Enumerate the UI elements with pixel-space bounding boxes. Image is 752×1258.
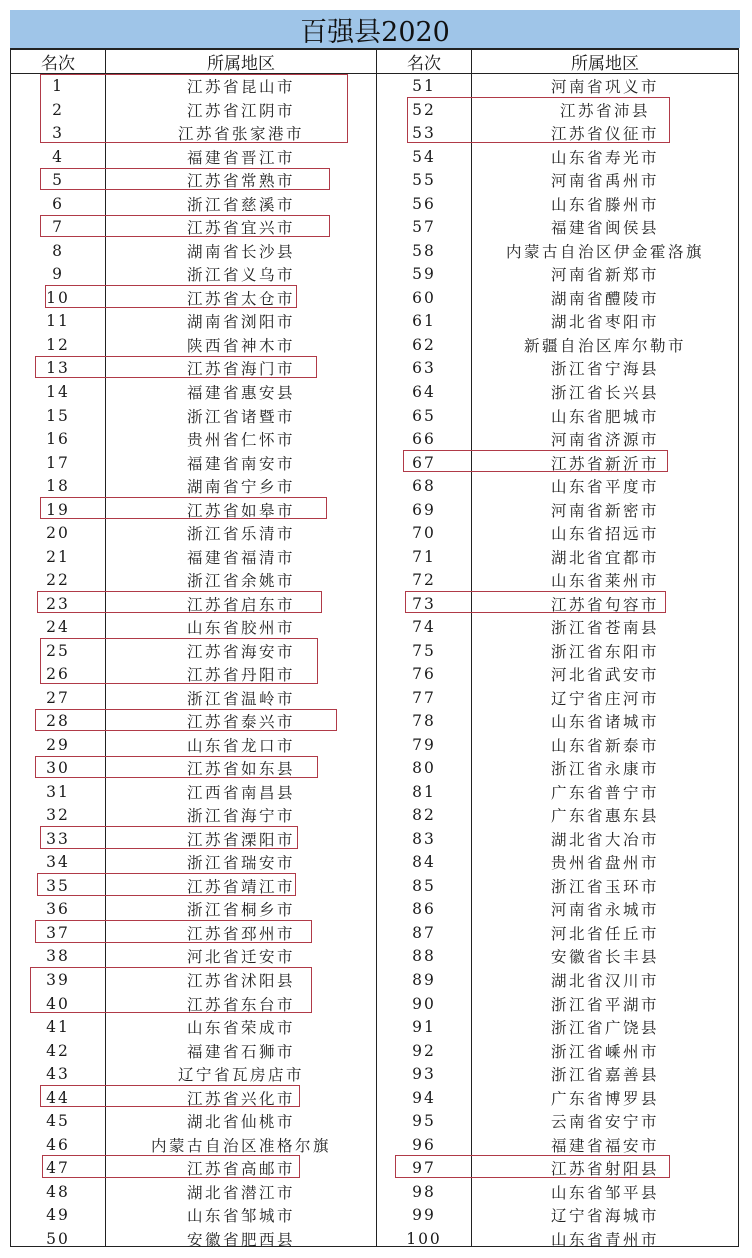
region-cell: 江苏省太仓市 (186, 289, 295, 308)
rank-cell: 68 (412, 477, 436, 496)
region-cell: 福建省晋江市 (186, 148, 295, 167)
rank-cell: 41 (46, 1018, 70, 1037)
region-cell: 山东省肥城市 (550, 407, 659, 426)
table-row (11, 874, 738, 898)
rank-cell: 96 (412, 1135, 436, 1154)
rank-cell: 81 (412, 782, 436, 801)
rank-cell: 90 (412, 994, 436, 1013)
region-cell: 江苏省张家港市 (177, 125, 304, 144)
region-cell: 江苏省邳州市 (186, 924, 295, 943)
table-row (11, 639, 738, 663)
region-cell: 辽宁省瓦房店市 (177, 1066, 304, 1085)
region-cell: 河北省迁安市 (186, 948, 295, 967)
table-row (11, 380, 738, 404)
table-row (11, 686, 738, 710)
region-cell: 山东省招远市 (550, 525, 659, 544)
table-row (11, 945, 738, 969)
region-cell: 福建省石狮市 (186, 1042, 295, 1061)
table-row (11, 851, 738, 875)
region-cell: 湖南省宁乡市 (186, 478, 295, 497)
region-cell: 山东省诸城市 (550, 713, 659, 732)
rank-cell: 69 (412, 500, 436, 519)
region-cell: 浙江省温岭市 (186, 689, 295, 708)
rank-cell: 15 (46, 406, 70, 425)
rank-cell: 49 (46, 1206, 70, 1225)
region-cell: 湖北省宜都市 (550, 548, 659, 567)
region-cell: 福建省福安市 (550, 1136, 659, 1155)
region-cell: 新疆自治区库尔勒市 (523, 336, 686, 355)
ranking-table (10, 48, 739, 1247)
region-cell: 贵州省盘州市 (550, 854, 659, 873)
rank-cell: 8 (52, 241, 64, 260)
rank-cell: 26 (46, 665, 70, 684)
table-row (11, 98, 738, 122)
region-cell: 江苏省句容市 (550, 595, 659, 614)
region-cell: 安徽省长丰县 (550, 948, 659, 967)
table-row (11, 1156, 738, 1180)
rank-cell: 6 (52, 194, 64, 213)
region-cell: 江苏省江阴市 (186, 101, 295, 120)
region-cell: 山东省平度市 (550, 478, 659, 497)
region-cell: 河南省禹州市 (550, 172, 659, 191)
region-cell: 浙江省长兴县 (550, 384, 659, 402)
rank-cell: 65 (412, 406, 436, 425)
rank-cell: 100 (406, 1229, 442, 1248)
table-row (11, 239, 738, 263)
region-cell: 山东省胶州市 (186, 619, 295, 638)
region-cell: 江西省南昌县 (186, 783, 295, 802)
rank-cell: 17 (46, 453, 70, 472)
region-cell: 江苏省新沂市 (550, 454, 659, 473)
rank-cell: 66 (412, 430, 436, 449)
rank-cell: 9 (52, 265, 64, 284)
rank-cell: 95 (412, 1112, 436, 1131)
region-cell: 湖北省大冶市 (550, 830, 659, 849)
table-row (11, 169, 738, 193)
table-row (11, 122, 738, 146)
rank-cell: 4 (52, 147, 64, 166)
rank-cell: 27 (46, 688, 70, 707)
rank-cell: 61 (412, 312, 436, 331)
region-cell: 山东省荣成市 (186, 1019, 295, 1038)
header-region-right: 所属地区 (571, 54, 639, 74)
rank-cell: 54 (412, 147, 436, 166)
rank-cell: 63 (412, 359, 436, 378)
table-row (11, 804, 738, 828)
region-cell: 江苏省东台市 (186, 995, 295, 1014)
region-cell: 福建省闽侯县 (550, 219, 659, 238)
region-cell: 云南省安宁市 (550, 1113, 659, 1132)
rank-cell: 43 (46, 1065, 70, 1084)
rank-cell: 35 (46, 876, 70, 895)
region-cell: 江苏省沛县 (559, 101, 650, 120)
region-cell: 江苏省海门市 (186, 360, 295, 379)
rank-cell: 59 (412, 265, 436, 284)
rank-cell: 45 (46, 1112, 70, 1131)
rank-cell: 38 (46, 947, 70, 966)
region-cell: 江苏省溧阳市 (186, 830, 295, 849)
region-cell: 浙江省慈溪市 (186, 195, 295, 214)
region-cell: 内蒙古自治区准格尔旗 (150, 1136, 331, 1155)
region-cell: 陕西省神木市 (186, 336, 295, 355)
region-cell: 浙江省海宁市 (186, 807, 295, 826)
table-row (11, 1227, 738, 1251)
rank-cell: 32 (46, 806, 70, 825)
region-cell: 湖北省潜江市 (186, 1183, 295, 1202)
table-row (11, 498, 738, 522)
region-cell: 江苏省启东市 (186, 595, 295, 614)
region-cell: 河南省新郑市 (550, 266, 659, 285)
region-cell: 河北省任丘市 (550, 924, 659, 943)
region-cell: 河北省武安市 (550, 666, 659, 685)
table-row (11, 968, 738, 992)
region-cell: 江苏省宜兴市 (186, 219, 295, 238)
rank-cell: 74 (412, 618, 436, 637)
rank-cell: 19 (46, 500, 70, 519)
region-cell: 山东省寿光市 (550, 148, 659, 167)
rank-cell: 13 (46, 359, 70, 378)
rank-cell: 53 (412, 124, 436, 143)
rank-cell: 5 (52, 171, 64, 190)
rank-cell: 97 (412, 1159, 436, 1178)
table-row (11, 568, 738, 592)
region-cell: 福建省南安市 (186, 454, 295, 473)
rank-cell: 62 (412, 335, 436, 354)
region-cell: 浙江省诸暨市 (186, 407, 295, 426)
rank-cell: 22 (46, 571, 70, 590)
rank-cell: 29 (46, 735, 70, 754)
rank-cell: 57 (412, 218, 436, 237)
table-row (11, 451, 738, 475)
table-row (11, 145, 738, 169)
region-cell: 江苏省兴化市 (186, 1089, 295, 1108)
region-cell: 安徽省肥西县 (186, 1230, 295, 1249)
table-row (11, 615, 738, 639)
rank-cell: 60 (412, 288, 436, 307)
rank-cell: 25 (46, 641, 70, 660)
region-cell: 湖北省汉川市 (550, 972, 659, 990)
region-cell: 江苏省海安市 (186, 642, 295, 661)
region-cell: 山东省邹平县 (550, 1183, 659, 1202)
table-row (11, 521, 738, 545)
rank-cell: 1 (52, 77, 64, 96)
rank-cell: 33 (46, 829, 70, 848)
region-cell: 福建省福清市 (186, 548, 295, 567)
rank-cell: 40 (46, 994, 70, 1013)
region-cell: 浙江省苍南县 (550, 619, 659, 638)
rank-cell: 73 (412, 594, 436, 613)
rank-cell: 42 (46, 1041, 70, 1060)
table-row (11, 286, 738, 310)
rank-cell: 84 (412, 853, 436, 872)
rank-cell: 30 (46, 759, 70, 778)
rank-cell: 55 (412, 171, 436, 190)
table-row (11, 1133, 738, 1157)
rank-cell: 72 (412, 571, 436, 590)
table-row (11, 263, 738, 287)
table-row (11, 1062, 738, 1086)
rank-cell: 71 (412, 547, 436, 566)
table-title: 百强县2020 (10, 10, 740, 48)
rank-cell: 31 (46, 782, 70, 801)
rank-cell: 44 (46, 1088, 70, 1107)
table-row (11, 216, 738, 240)
region-cell: 内蒙古自治区伊金霍洛旗 (505, 242, 704, 261)
rank-cell: 99 (412, 1206, 436, 1225)
rank-cell: 47 (46, 1159, 70, 1178)
region-cell: 山东省龙口市 (186, 736, 295, 755)
rank-cell: 18 (46, 477, 70, 496)
rank-cell: 82 (412, 806, 436, 825)
region-cell: 辽宁省庄河市 (550, 689, 659, 708)
region-cell: 浙江省嘉善县 (550, 1066, 659, 1085)
region-cell: 河南省新密市 (550, 501, 659, 520)
rank-cell: 50 (46, 1229, 70, 1248)
table-row (11, 1180, 738, 1204)
region-cell: 湖南省浏阳市 (186, 313, 295, 332)
rank-cell: 67 (412, 453, 436, 472)
table-row (11, 310, 738, 334)
region-cell: 江苏省泰兴市 (186, 713, 295, 732)
rank-cell: 24 (46, 618, 70, 637)
table-row (11, 898, 738, 922)
rank-cell: 79 (412, 735, 436, 754)
rank-cell: 78 (412, 712, 436, 731)
region-cell: 山东省青州市 (550, 1230, 659, 1249)
region-cell: 江苏省靖江市 (186, 877, 295, 896)
table-row (11, 1203, 738, 1227)
region-cell: 湖北省枣阳市 (550, 313, 659, 332)
rank-cell: 28 (46, 712, 70, 731)
region-cell: 浙江省乐清市 (186, 525, 295, 544)
region-cell: 河南省济源市 (550, 431, 659, 450)
rank-cell: 85 (412, 876, 436, 895)
region-cell: 浙江省平湖市 (550, 995, 659, 1014)
rank-cell: 64 (412, 383, 436, 401)
rank-cell: 98 (412, 1182, 436, 1201)
table-row (11, 827, 738, 851)
table-row (11, 1039, 738, 1063)
rank-cell: 88 (412, 947, 436, 966)
rank-cell: 83 (412, 829, 436, 848)
region-cell: 山东省滕州市 (550, 195, 659, 214)
region-cell: 浙江省嵊州市 (550, 1042, 659, 1061)
region-cell: 河南省永城市 (550, 901, 659, 920)
rank-cell: 14 (46, 383, 70, 401)
rank-cell: 16 (46, 430, 70, 449)
region-cell: 江苏省昆山市 (186, 78, 295, 97)
region-cell: 浙江省桐乡市 (186, 901, 295, 920)
table-row (11, 592, 738, 616)
rank-cell: 93 (412, 1065, 436, 1084)
rank-cell: 37 (46, 923, 70, 942)
table-row (11, 757, 738, 781)
rank-cell: 10 (46, 288, 70, 307)
region-cell: 浙江省广饶县 (550, 1019, 659, 1038)
table-row (11, 1109, 738, 1133)
rank-cell: 48 (46, 1182, 70, 1201)
region-cell: 广东省博罗县 (550, 1089, 659, 1108)
region-cell: 浙江省瑞安市 (186, 854, 295, 873)
rank-cell: 91 (412, 1018, 436, 1037)
region-cell: 山东省新泰市 (550, 736, 659, 755)
region-cell: 江苏省常熟市 (186, 172, 295, 191)
rank-cell: 70 (412, 524, 436, 543)
region-cell: 江苏省如皋市 (186, 501, 295, 520)
region-cell: 河南省巩义市 (550, 78, 659, 97)
region-cell: 江苏省如东县 (186, 760, 295, 779)
rank-cell: 75 (412, 641, 436, 660)
region-cell: 江苏省沭阳县 (186, 972, 295, 990)
region-cell: 浙江省东阳市 (550, 642, 659, 661)
rank-cell: 58 (412, 241, 436, 260)
rank-cell: 23 (46, 594, 70, 613)
table-row (11, 1015, 738, 1039)
table-row (11, 474, 738, 498)
rank-cell: 51 (412, 77, 436, 96)
region-cell: 辽宁省海城市 (550, 1207, 659, 1226)
header-rank-right: 名次 (407, 54, 441, 74)
table-row (11, 75, 738, 99)
region-cell: 浙江省余姚市 (186, 572, 295, 591)
rank-cell: 46 (46, 1135, 70, 1154)
region-cell: 贵州省仁怀市 (186, 431, 295, 450)
rank-cell: 52 (412, 100, 436, 119)
rank-cell: 86 (412, 900, 436, 919)
rank-cell: 39 (46, 971, 70, 989)
table-row (11, 710, 738, 734)
table-row (11, 192, 738, 216)
region-cell: 湖北省仙桃市 (186, 1113, 295, 1132)
table-row (11, 663, 738, 687)
region-cell: 浙江省玉环市 (550, 877, 659, 896)
region-cell: 江苏省丹阳市 (186, 666, 295, 685)
region-cell: 浙江省永康市 (550, 760, 659, 779)
rank-cell: 34 (46, 853, 70, 872)
region-cell: 山东省莱州市 (550, 572, 659, 591)
region-cell: 浙江省宁海县 (550, 360, 659, 379)
region-cell: 江苏省射阳县 (550, 1160, 659, 1179)
rank-cell: 3 (52, 124, 64, 143)
rank-cell: 7 (52, 218, 64, 237)
region-cell: 广东省惠东县 (550, 807, 659, 826)
region-cell: 浙江省义乌市 (186, 266, 295, 285)
table-row (11, 992, 738, 1016)
rank-cell: 77 (412, 688, 436, 707)
region-cell: 江苏省高邮市 (186, 1160, 295, 1179)
rank-cell: 20 (46, 524, 70, 543)
region-cell: 江苏省仪征市 (550, 125, 659, 144)
table-row (11, 545, 738, 569)
header-region-left: 所属地区 (207, 54, 275, 74)
rank-cell: 76 (412, 665, 436, 684)
rank-cell: 92 (412, 1041, 436, 1060)
rank-cell: 12 (46, 335, 70, 354)
rank-cell: 36 (46, 900, 70, 919)
header-rank-left: 名次 (41, 54, 75, 74)
table-row (11, 921, 738, 945)
region-cell: 福建省惠安县 (186, 384, 295, 402)
rank-cell: 80 (412, 759, 436, 778)
rank-cell: 94 (412, 1088, 436, 1107)
region-cell: 山东省邹城市 (186, 1207, 295, 1226)
rank-cell: 87 (412, 923, 436, 942)
rank-cell: 11 (46, 312, 70, 331)
rank-cell: 56 (412, 194, 436, 213)
table-row (11, 733, 738, 757)
region-cell: 湖南省长沙县 (186, 242, 295, 261)
table-row (11, 357, 738, 381)
rank-cell: 2 (52, 100, 64, 119)
table-row (11, 333, 738, 357)
region-cell: 广东省普宁市 (550, 783, 659, 802)
table-row (11, 780, 738, 804)
table-row (11, 404, 738, 428)
rank-cell: 21 (46, 547, 70, 566)
table-row (11, 1086, 738, 1110)
region-cell: 湖南省醴陵市 (550, 289, 659, 308)
table-row (11, 427, 738, 451)
rank-cell: 89 (412, 971, 436, 989)
